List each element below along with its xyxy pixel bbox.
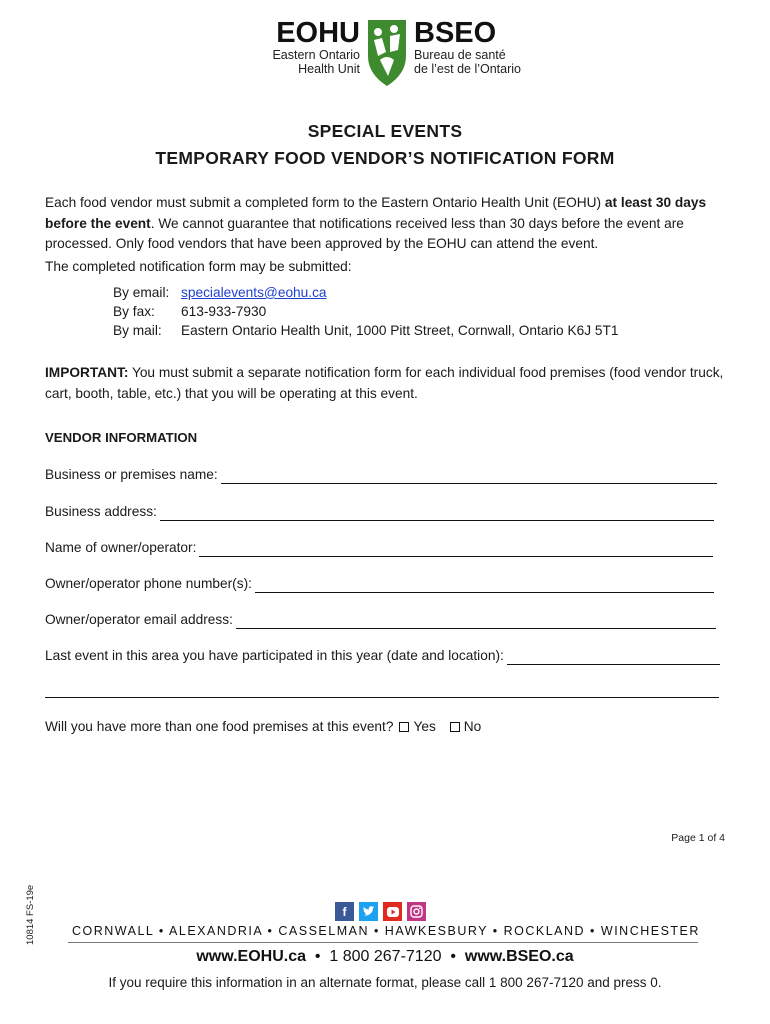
logo-left-sub1: Eastern Ontario	[272, 48, 360, 62]
logo-right-sub2: de l’est de l’Ontario	[414, 62, 522, 76]
eohu-web-link[interactable]: www.EOHU.ca	[196, 948, 306, 965]
mail-value: Eastern Ontario Health Unit, 1000 Pitt Street, Cornwall, Ontario K6J 5T1	[181, 323, 619, 338]
business-name-input[interactable]	[221, 470, 717, 484]
important-label: IMPORTANT:	[45, 365, 129, 380]
business-address-label: Business address:	[45, 504, 157, 519]
logo-right-sub1: Bureau de santé	[414, 48, 506, 62]
business-address-field	[45, 503, 714, 521]
bseo-web-link[interactable]: www.BSEO.ca	[464, 948, 574, 965]
section-title-vendor-info: VENDOR INFORMATION	[45, 430, 198, 445]
last-event-label: Last event in this area you have participated in this year (date and location):	[45, 648, 504, 663]
page-subtitle: TEMPORARY FOOD VENDOR’S NOTIFICATION FORM	[155, 148, 615, 168]
social-icons	[335, 902, 426, 921]
email-link[interactable]: specialevents@eohu.ca	[181, 285, 327, 300]
intro-text-b: . We cannot guarantee that notifications received less than 30 days before the event are processed. Only food vendors that have been approved by the EOHU can attend the event.	[45, 215, 684, 251]
eohu-logo	[262, 17, 522, 90]
instagram-icon[interactable]	[407, 902, 426, 921]
question-text: Will you have more than one food premises at this event?	[45, 719, 394, 734]
last-event-input-line2[interactable]	[45, 697, 719, 698]
footer-phone: • 1 800 267-7120 •	[306, 948, 465, 965]
intro-paragraph	[45, 193, 725, 255]
email-label: By email:	[113, 285, 170, 300]
fax-value: 613-933-7930	[181, 304, 267, 319]
contact-fax	[113, 302, 266, 322]
alternate-format-note: If you require this information in an alternate format, please call 1 800 267-7120 and press 0.	[108, 975, 662, 990]
owner-name-label: Name of owner/operator:	[45, 540, 197, 555]
logo-eohu-word: EOHU	[276, 17, 360, 49]
logo-right	[414, 18, 524, 76]
footer-cities: CORNWALL • ALEXANDRIA • CASSELMAN • HAWKESBURY • ROCKLAND • WINCHESTER	[72, 924, 700, 938]
shield-icon	[364, 16, 410, 88]
logo-bseo-word: BSEO	[414, 17, 497, 49]
yes-label: Yes	[413, 719, 436, 734]
owner-email-input[interactable]	[236, 615, 716, 629]
logo-left-sub2: Health Unit	[298, 62, 360, 76]
contact-email	[113, 283, 327, 303]
owner-phone-label: Owner/operator phone number(s):	[45, 576, 252, 591]
twitter-icon[interactable]	[359, 902, 378, 921]
no-checkbox[interactable]	[450, 722, 460, 732]
footer-divider	[68, 942, 698, 943]
owner-phone-field	[45, 575, 714, 593]
page-title: SPECIAL EVENTS	[307, 121, 463, 141]
owner-name-field	[45, 539, 713, 557]
last-event-field	[45, 647, 720, 665]
important-text: You must submit a separate notification form for each individual food premises (food vendor truck, cart, booth, table, etc.) that you will be operating at this event.	[45, 365, 724, 401]
facebook-icon[interactable]: f	[335, 902, 354, 921]
submit-text: The completed notification form may be submitted:	[45, 259, 352, 274]
owner-name-input[interactable]	[199, 543, 713, 557]
business-name-field	[45, 466, 717, 484]
multiple-premises-question	[45, 719, 481, 734]
owner-email-label: Owner/operator email address:	[45, 612, 233, 627]
page-number: Page 1 of 4	[671, 832, 725, 844]
last-event-input[interactable]	[507, 651, 720, 665]
intro-text-a: Each food vendor must submit a completed form to the Eastern Ontario Health Unit (EOHU)	[45, 195, 605, 210]
intro-text-bold: at least 30 days before the event	[45, 195, 707, 231]
mail-label: By mail:	[113, 323, 162, 338]
business-address-input[interactable]	[160, 507, 714, 521]
yes-checkbox[interactable]	[399, 722, 409, 732]
contact-mail	[113, 321, 618, 341]
owner-phone-input[interactable]	[255, 579, 714, 593]
form-code: 10814 FS-19e	[25, 884, 36, 945]
youtube-icon[interactable]	[383, 902, 402, 921]
important-note	[45, 363, 725, 404]
fax-label: By fax:	[113, 304, 155, 319]
business-name-label: Business or premises name:	[45, 467, 218, 482]
footer-web	[0, 948, 770, 966]
owner-email-field	[45, 611, 716, 629]
logo-left	[262, 18, 360, 76]
no-label: No	[463, 719, 482, 734]
no-option	[444, 719, 482, 734]
